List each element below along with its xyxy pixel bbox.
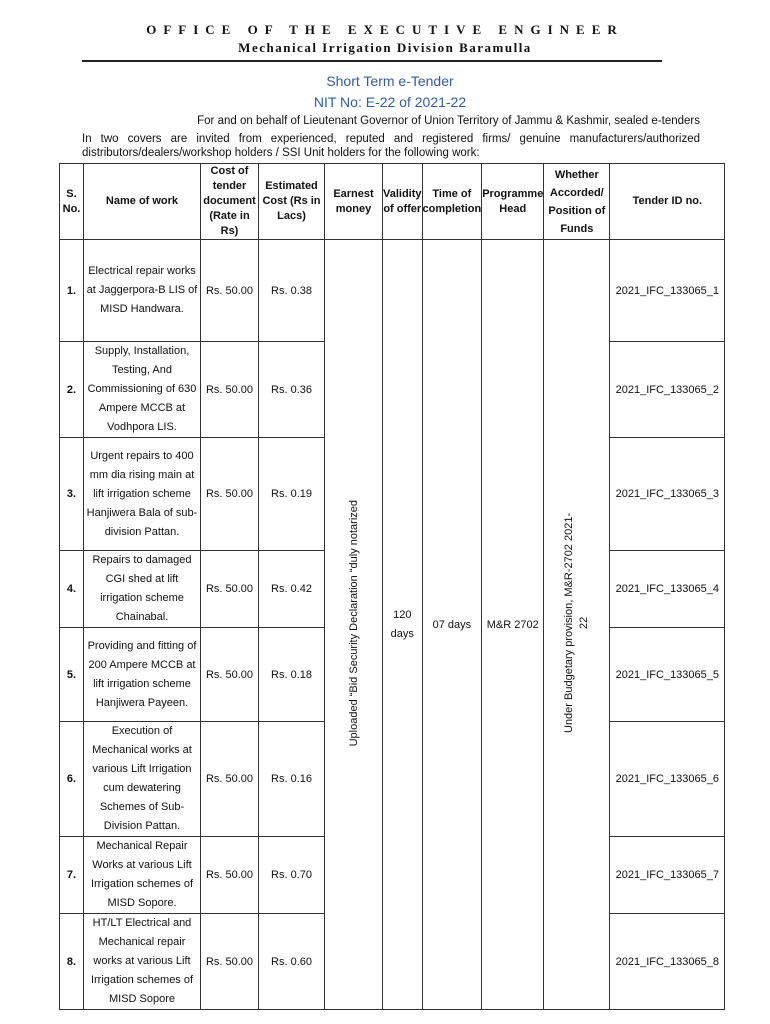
header-validity: Validity of offer	[383, 164, 423, 240]
table-header-row	[60, 164, 725, 240]
tender-table	[59, 163, 725, 1010]
row-name-of-work: HT/LT Electrical and Mechanical repair works at various Lift Irrigation schemes of MISD Sopore	[84, 914, 201, 1010]
row-estimated: Rs. 0.70	[259, 837, 325, 914]
row-tender-id: 2021_IFC_133065_3	[610, 438, 725, 551]
header-tender-id: Tender ID no.	[610, 164, 725, 240]
row-estimated: Rs. 0.19	[259, 438, 325, 551]
row-sno: 2.	[60, 342, 84, 438]
row-cost: Rs. 50.00	[201, 628, 259, 722]
row-estimated: Rs. 0.42	[259, 551, 325, 628]
row-tender-id: 2021_IFC_133065_2	[610, 342, 725, 438]
validity-text: 120 days	[390, 608, 414, 640]
row-estimated: Rs. 0.16	[259, 722, 325, 837]
row-cost: Rs. 50.00	[201, 551, 259, 628]
nit-number: NIT No: E-22 of 2021-22	[313, 94, 467, 110]
row-sno: 1.	[60, 240, 84, 342]
row-name-of-work: Mechanical Repair Works at various Lift Irrigation schemes of MISD Sopore.	[84, 837, 201, 914]
office-heading: OFFICE OF THE EXECUTIVE ENGINEER	[146, 22, 624, 37]
earnest-money-cell	[325, 240, 383, 1010]
header-divider	[82, 60, 662, 62]
header-cost-of-document: Cost of tender document (Rate in Rs)	[201, 164, 259, 240]
intro-line-2: In two covers are invited from experienced, reputed and registered firms/ genuine manufacturers/authorized	[82, 133, 700, 145]
row-tender-id: 2021_IFC_133065_4	[610, 551, 725, 628]
row-name-of-work: Supply, Installation, Testing, And Commissioning of 630 Ampere MCCB at Vodhpora LIS.	[84, 342, 201, 438]
row-name-of-work: Urgent repairs to 400 mm dia rising main at lift irrigation scheme Hanjiwera Bala of sub-division Pattan.	[84, 438, 201, 551]
table-row	[60, 240, 725, 342]
row-tender-id: 2021_IFC_133065_7	[610, 837, 725, 914]
header-sno: S. No.	[60, 164, 84, 240]
row-estimated: Rs. 0.60	[259, 914, 325, 1010]
header-programme-head: Programme Head	[482, 164, 544, 240]
tender-title: Short Term e-Tender	[326, 73, 454, 89]
row-cost: Rs. 50.00	[201, 914, 259, 1010]
header-earnest-money: Earnest money	[325, 164, 383, 240]
validity-cell	[383, 240, 423, 1010]
header-time-of-completion: Time of completion	[422, 164, 482, 240]
intro-line-1: For and on behalf of Lieutenant Governor of Union Territory of Jammu & Kashmir, sealed e-tenders	[197, 115, 700, 127]
row-sno: 8.	[60, 914, 84, 1010]
row-sno: 5.	[60, 628, 84, 722]
programme-head-cell: M&R 2702	[482, 240, 544, 1010]
row-name-of-work: Electrical repair works at Jaggerpora-B LIS of MISD Handwara.	[84, 240, 201, 342]
position-of-funds-cell	[544, 240, 610, 1010]
row-name-of-work: Providing and fitting of 200 Ampere MCCB at lift irrigation scheme Hanjiwera Payeen.	[84, 628, 201, 722]
time-of-completion-cell: 07 days	[422, 240, 482, 1010]
row-tender-id: 2021_IFC_133065_8	[610, 914, 725, 1010]
intro-line-3: distributors/dealers/workshop holders / SSI Unit holders for the following work:	[82, 147, 480, 159]
row-cost: Rs. 50.00	[201, 342, 259, 438]
row-name-of-work: Repairs to damaged CGI shed at lift irrigation scheme Chainabal.	[84, 551, 201, 628]
row-estimated: Rs. 0.18	[259, 628, 325, 722]
row-estimated: Rs. 0.36	[259, 342, 325, 438]
row-sno: 4.	[60, 551, 84, 628]
earnest-money-text: Uploaded “Bid Security Declaration “duly notarized	[347, 499, 360, 747]
position-of-funds-text: Under Budgetary provision, M&R-2702 2021-22	[562, 512, 590, 734]
header-estimated-cost: Estimated Cost (Rs in Lacs)	[259, 164, 325, 240]
row-tender-id: 2021_IFC_133065_1	[610, 240, 725, 342]
division-heading: Mechanical Irrigation Division Baramulla	[238, 40, 532, 55]
header-position-of-funds: Whether Accorded/ Position of Funds	[544, 164, 610, 240]
row-estimated: Rs. 0.38	[259, 240, 325, 342]
row-tender-id: 2021_IFC_133065_5	[610, 628, 725, 722]
row-cost: Rs. 50.00	[201, 722, 259, 837]
row-tender-id: 2021_IFC_133065_6	[610, 722, 725, 837]
row-sno: 3.	[60, 438, 84, 551]
row-cost: Rs. 50.00	[201, 240, 259, 342]
row-cost: Rs. 50.00	[201, 837, 259, 914]
row-cost: Rs. 50.00	[201, 438, 259, 551]
row-sno: 7.	[60, 837, 84, 914]
row-name-of-work: Execution of Mechanical works at various Lift Irrigation cum dewatering Schemes of Sub-Division Pattan.	[84, 722, 201, 837]
row-sno: 6.	[60, 722, 84, 837]
header-name-of-work: Name of work	[84, 164, 201, 240]
